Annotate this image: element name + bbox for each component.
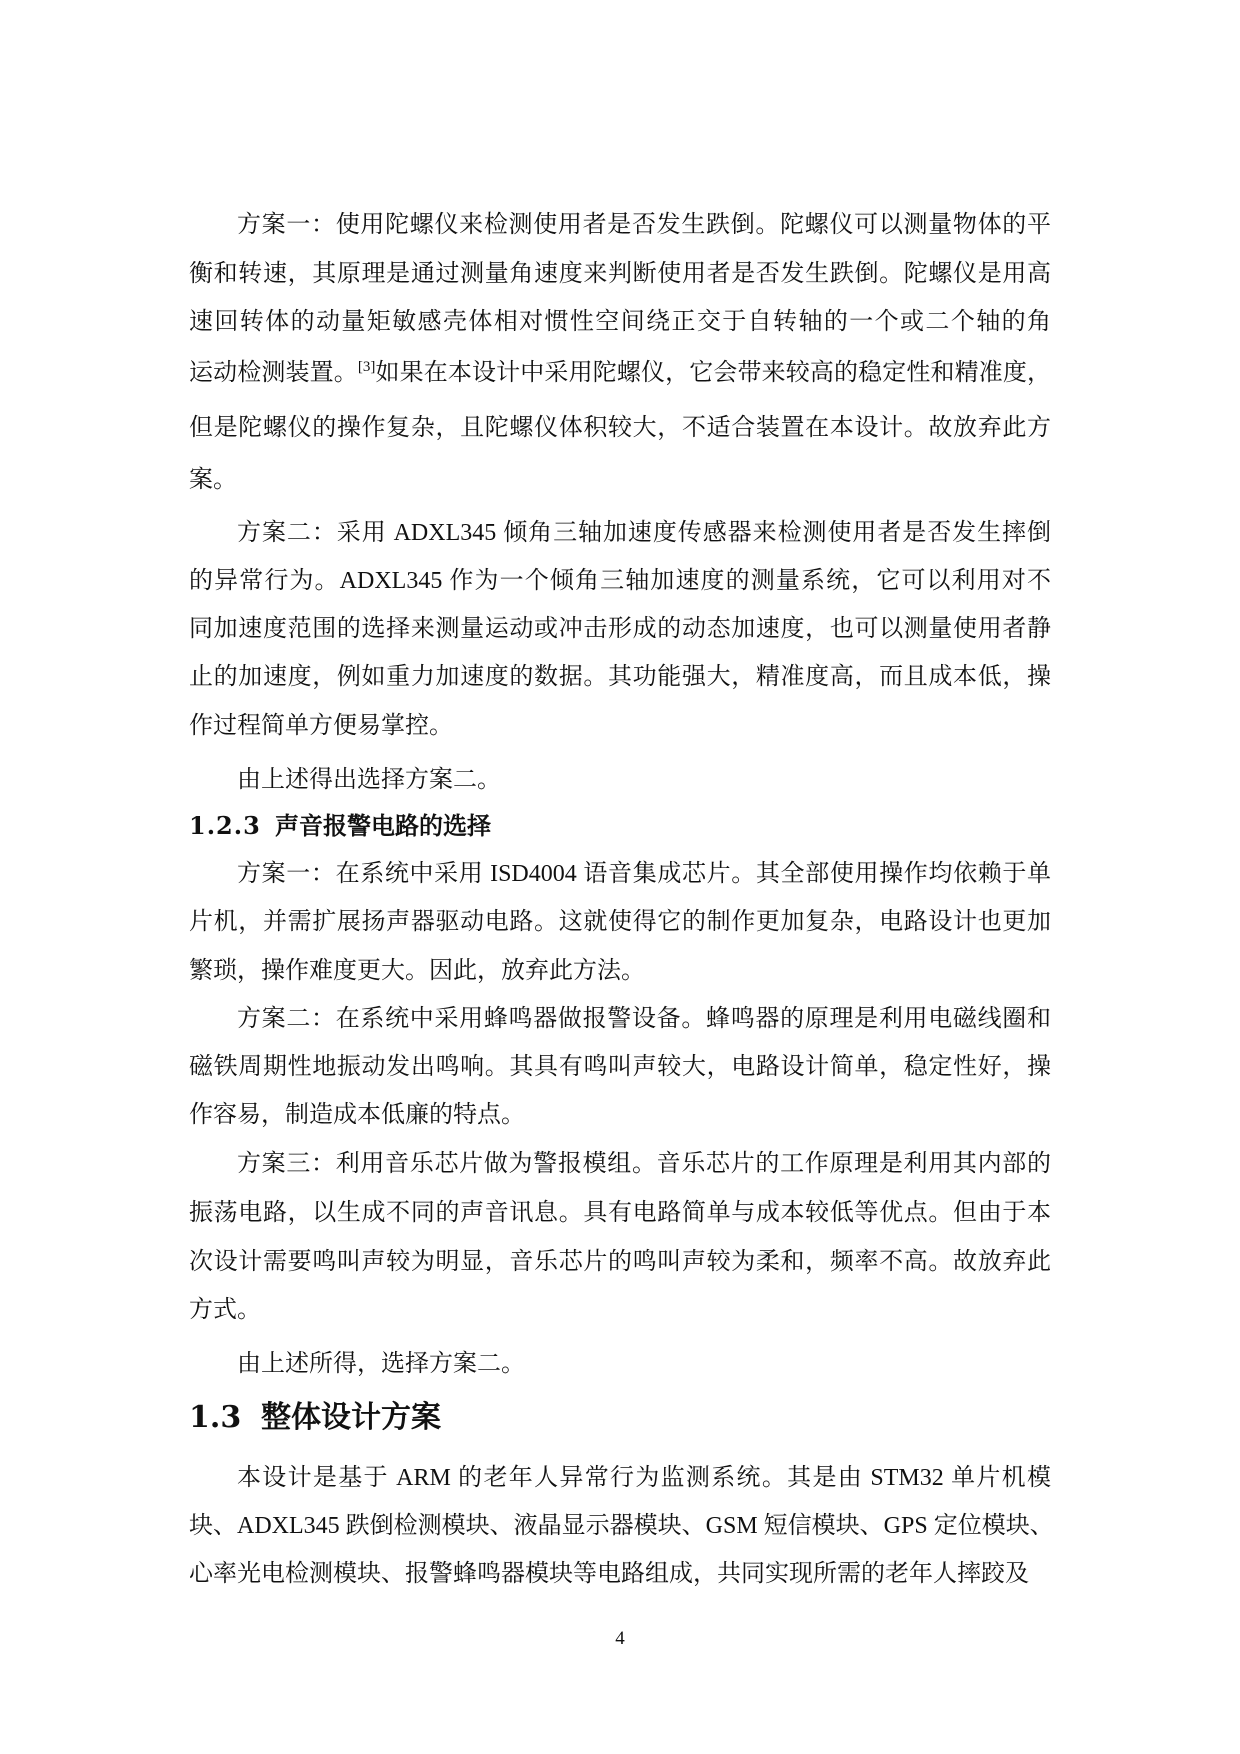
paragraph-line: 作过程简单方便易掌控。: [189, 713, 453, 739]
paragraph-line: 方案一：使用陀螺仪来检测使用者是否发生跌倒。陀螺仪可以测量物体的平: [237, 212, 1051, 238]
paragraph-line: 块、ADXL345 跌倒检测模块、液晶显示器模块、GSM 短信模块、GPS 定位模块、: [189, 1513, 1054, 1539]
line-segment: 如果在本设计中采用陀螺仪，它会带来较高的稳定性和精准度，: [375, 360, 1052, 386]
paragraph-line: 的异常行为。ADXL345 作为一个倾角三轴加速度的测量系统，它可以利用对不: [189, 568, 1051, 594]
paragraph-line: 磁铁周期性地振动发出鸣响。其具有鸣叫声较大，电路设计简单，稳定性好，操: [189, 1054, 1051, 1080]
section-heading-1-2-3: [189, 812, 491, 840]
paragraph-line: 心率光电检测模块、报警蜂鸣器模块等电路组成，共同实现所需的老年人摔跤及: [189, 1561, 1029, 1587]
paragraph-line: 繁琐，操作难度更大。因此，放弃此方法。: [189, 958, 645, 984]
paragraph-line: 方案三：利用音乐芯片做为警报模组。音乐芯片的工作原理是利用其内部的: [237, 1151, 1051, 1177]
paragraph-line: 方案一：在系统中采用 ISD4004 语音集成芯片。其全部使用操作均依赖于单: [237, 861, 1051, 887]
paragraph-line: 由上述所得，选择方案二。: [237, 1351, 525, 1377]
paragraph-line: 同加速度范围的选择来测量运动或冲击形成的动态加速度，也可以测量使用者静: [189, 616, 1051, 642]
line-segment: 运动检测装置。: [189, 360, 358, 386]
section-number: 1.2.3: [189, 811, 261, 840]
paragraph-line: 由上述得出选择方案二。: [237, 767, 501, 793]
paragraph-line: 振荡电路，以生成不同的声音讯息。具有电路简单与成本较低等优点。但由于本: [189, 1200, 1051, 1226]
section-heading-1-3: [189, 1401, 441, 1435]
section-number: 1.3: [189, 1400, 242, 1435]
paragraph-line: 但是陀螺仪的操作复杂，且陀螺仪体积较大，不适合装置在本设计。故放弃此方: [189, 415, 1051, 441]
paragraph-line: 本设计是基于 ARM 的老年人异常行为监测系统。其是由 STM32 单片机模: [237, 1465, 1051, 1491]
paragraph-line: 方式。: [189, 1297, 261, 1323]
paragraph-line: 方案二：在系统中采用蜂鸣器做报警设备。蜂鸣器的原理是利用电磁线圈和: [237, 1006, 1051, 1032]
section-title: 声音报警电路的选择: [275, 811, 491, 840]
paragraph-line: 案。: [189, 467, 237, 493]
paragraph-line: 作容易，制造成本低廉的特点。: [189, 1102, 525, 1128]
paragraph-line: 速回转体的动量矩敏感壳体相对惯性空间绕正交于自转轴的一个或二个轴的角: [189, 309, 1051, 335]
paragraph-line: 片机，并需扩展扬声器驱动电路。这就使得它的制作更加复杂，电路设计也更加: [189, 909, 1051, 935]
citation-reference: [3]: [357, 359, 376, 375]
paragraph-line: [189, 359, 1051, 387]
paragraph-line: 次设计需要鸣叫声较为明显，音乐芯片的鸣叫声较为柔和，频率不高。故放弃此: [189, 1249, 1051, 1275]
paragraph-line: 方案二：采用 ADXL345 倾角三轴加速度传感器来检测使用者是否发生摔倒: [237, 520, 1051, 546]
section-title: 整体设计方案: [261, 1400, 441, 1435]
paragraph-line: 衡和转速，其原理是通过测量角速度来判断使用者是否发生跌倒。陀螺仪是用高: [189, 261, 1051, 287]
page-number: 4: [615, 1628, 625, 1649]
paragraph-line: 止的加速度，例如重力加速度的数据。其功能强大，精准度高，而且成本低，操: [189, 664, 1051, 690]
